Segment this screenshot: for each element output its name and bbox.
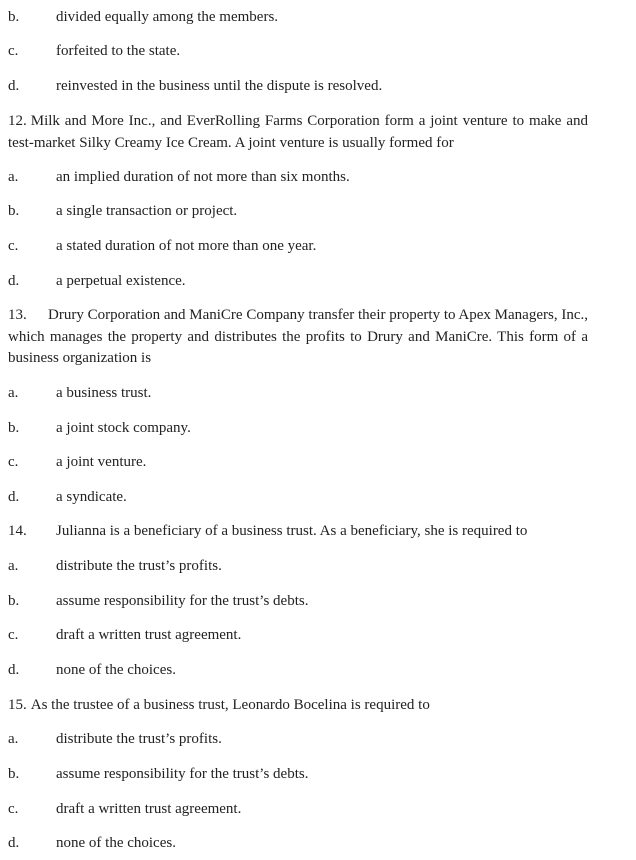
option-text: none of the choices. <box>56 835 176 851</box>
option-letter: a. <box>8 731 19 747</box>
option-letter: b. <box>8 766 20 782</box>
option-letter: c. <box>8 627 19 643</box>
question-text: Julianna is a beneficiary of a business trust. As a beneficiary, she is required to <box>56 523 528 539</box>
question-number: 14. <box>8 523 27 539</box>
option-text: assume responsibility for the trust’s debts. <box>56 593 309 609</box>
option-letter: a. <box>8 385 19 401</box>
option-text: a business trust. <box>56 385 152 401</box>
question-15 <box>8 695 588 717</box>
option-letter: a. <box>8 558 19 574</box>
option-letter: c. <box>8 454 19 470</box>
question-text: Milk and More Inc., and EverRolling Farms Corporation form a joint venture to make and test-market Silky Creamy Ice Cream. A joint venture is usually formed for <box>8 113 588 151</box>
option-text: distribute the trust’s profits. <box>56 731 222 747</box>
option-letter: d. <box>8 273 20 289</box>
option-letter: d. <box>8 489 20 505</box>
option-letter: d. <box>8 662 20 678</box>
option-text: distribute the trust’s profits. <box>56 558 222 574</box>
option-text: a syndicate. <box>56 489 127 505</box>
question-number: 13. <box>8 307 27 323</box>
option-text: forfeited to the state. <box>56 43 181 59</box>
option-text: reinvested in the business until the dispute is resolved. <box>56 78 383 94</box>
option-text: a single transaction or project. <box>56 203 238 219</box>
question-text: As the trustee of a business trust, Leonardo Bocelina is required to <box>30 697 430 713</box>
option-letter: b. <box>8 203 20 219</box>
question-number: 15. <box>8 697 27 713</box>
question-text: Drury Corporation and ManiCre Company transfer their property to Apex Managers, Inc., which manages the property and distributes the profits to Drury and ManiCre. This form of a business organization is <box>8 307 588 366</box>
question-13 <box>8 305 588 370</box>
option-letter: a. <box>8 169 19 185</box>
option-letter: c. <box>8 238 19 254</box>
option-text: a joint venture. <box>56 454 147 470</box>
option-letter: c. <box>8 43 19 59</box>
question-12 <box>8 111 588 154</box>
option-text: an implied duration of not more than six months. <box>56 169 350 185</box>
option-text: draft a written trust agreement. <box>56 801 242 817</box>
option-text: a stated duration of not more than one year. <box>56 238 317 254</box>
option-letter: c. <box>8 801 19 817</box>
option-text: assume responsibility for the trust’s debts. <box>56 766 309 782</box>
option-text: divided equally among the members. <box>56 9 279 25</box>
option-text: none of the choices. <box>56 662 176 678</box>
option-letter: b. <box>8 593 20 609</box>
option-letter: b. <box>8 9 20 25</box>
option-text: a perpetual existence. <box>56 273 186 289</box>
question-number: 12. <box>8 113 27 129</box>
option-letter: d. <box>8 78 20 94</box>
option-text: draft a written trust agreement. <box>56 627 242 643</box>
option-text: a joint stock company. <box>56 420 191 436</box>
option-letter: d. <box>8 835 20 851</box>
option-letter: b. <box>8 420 20 436</box>
